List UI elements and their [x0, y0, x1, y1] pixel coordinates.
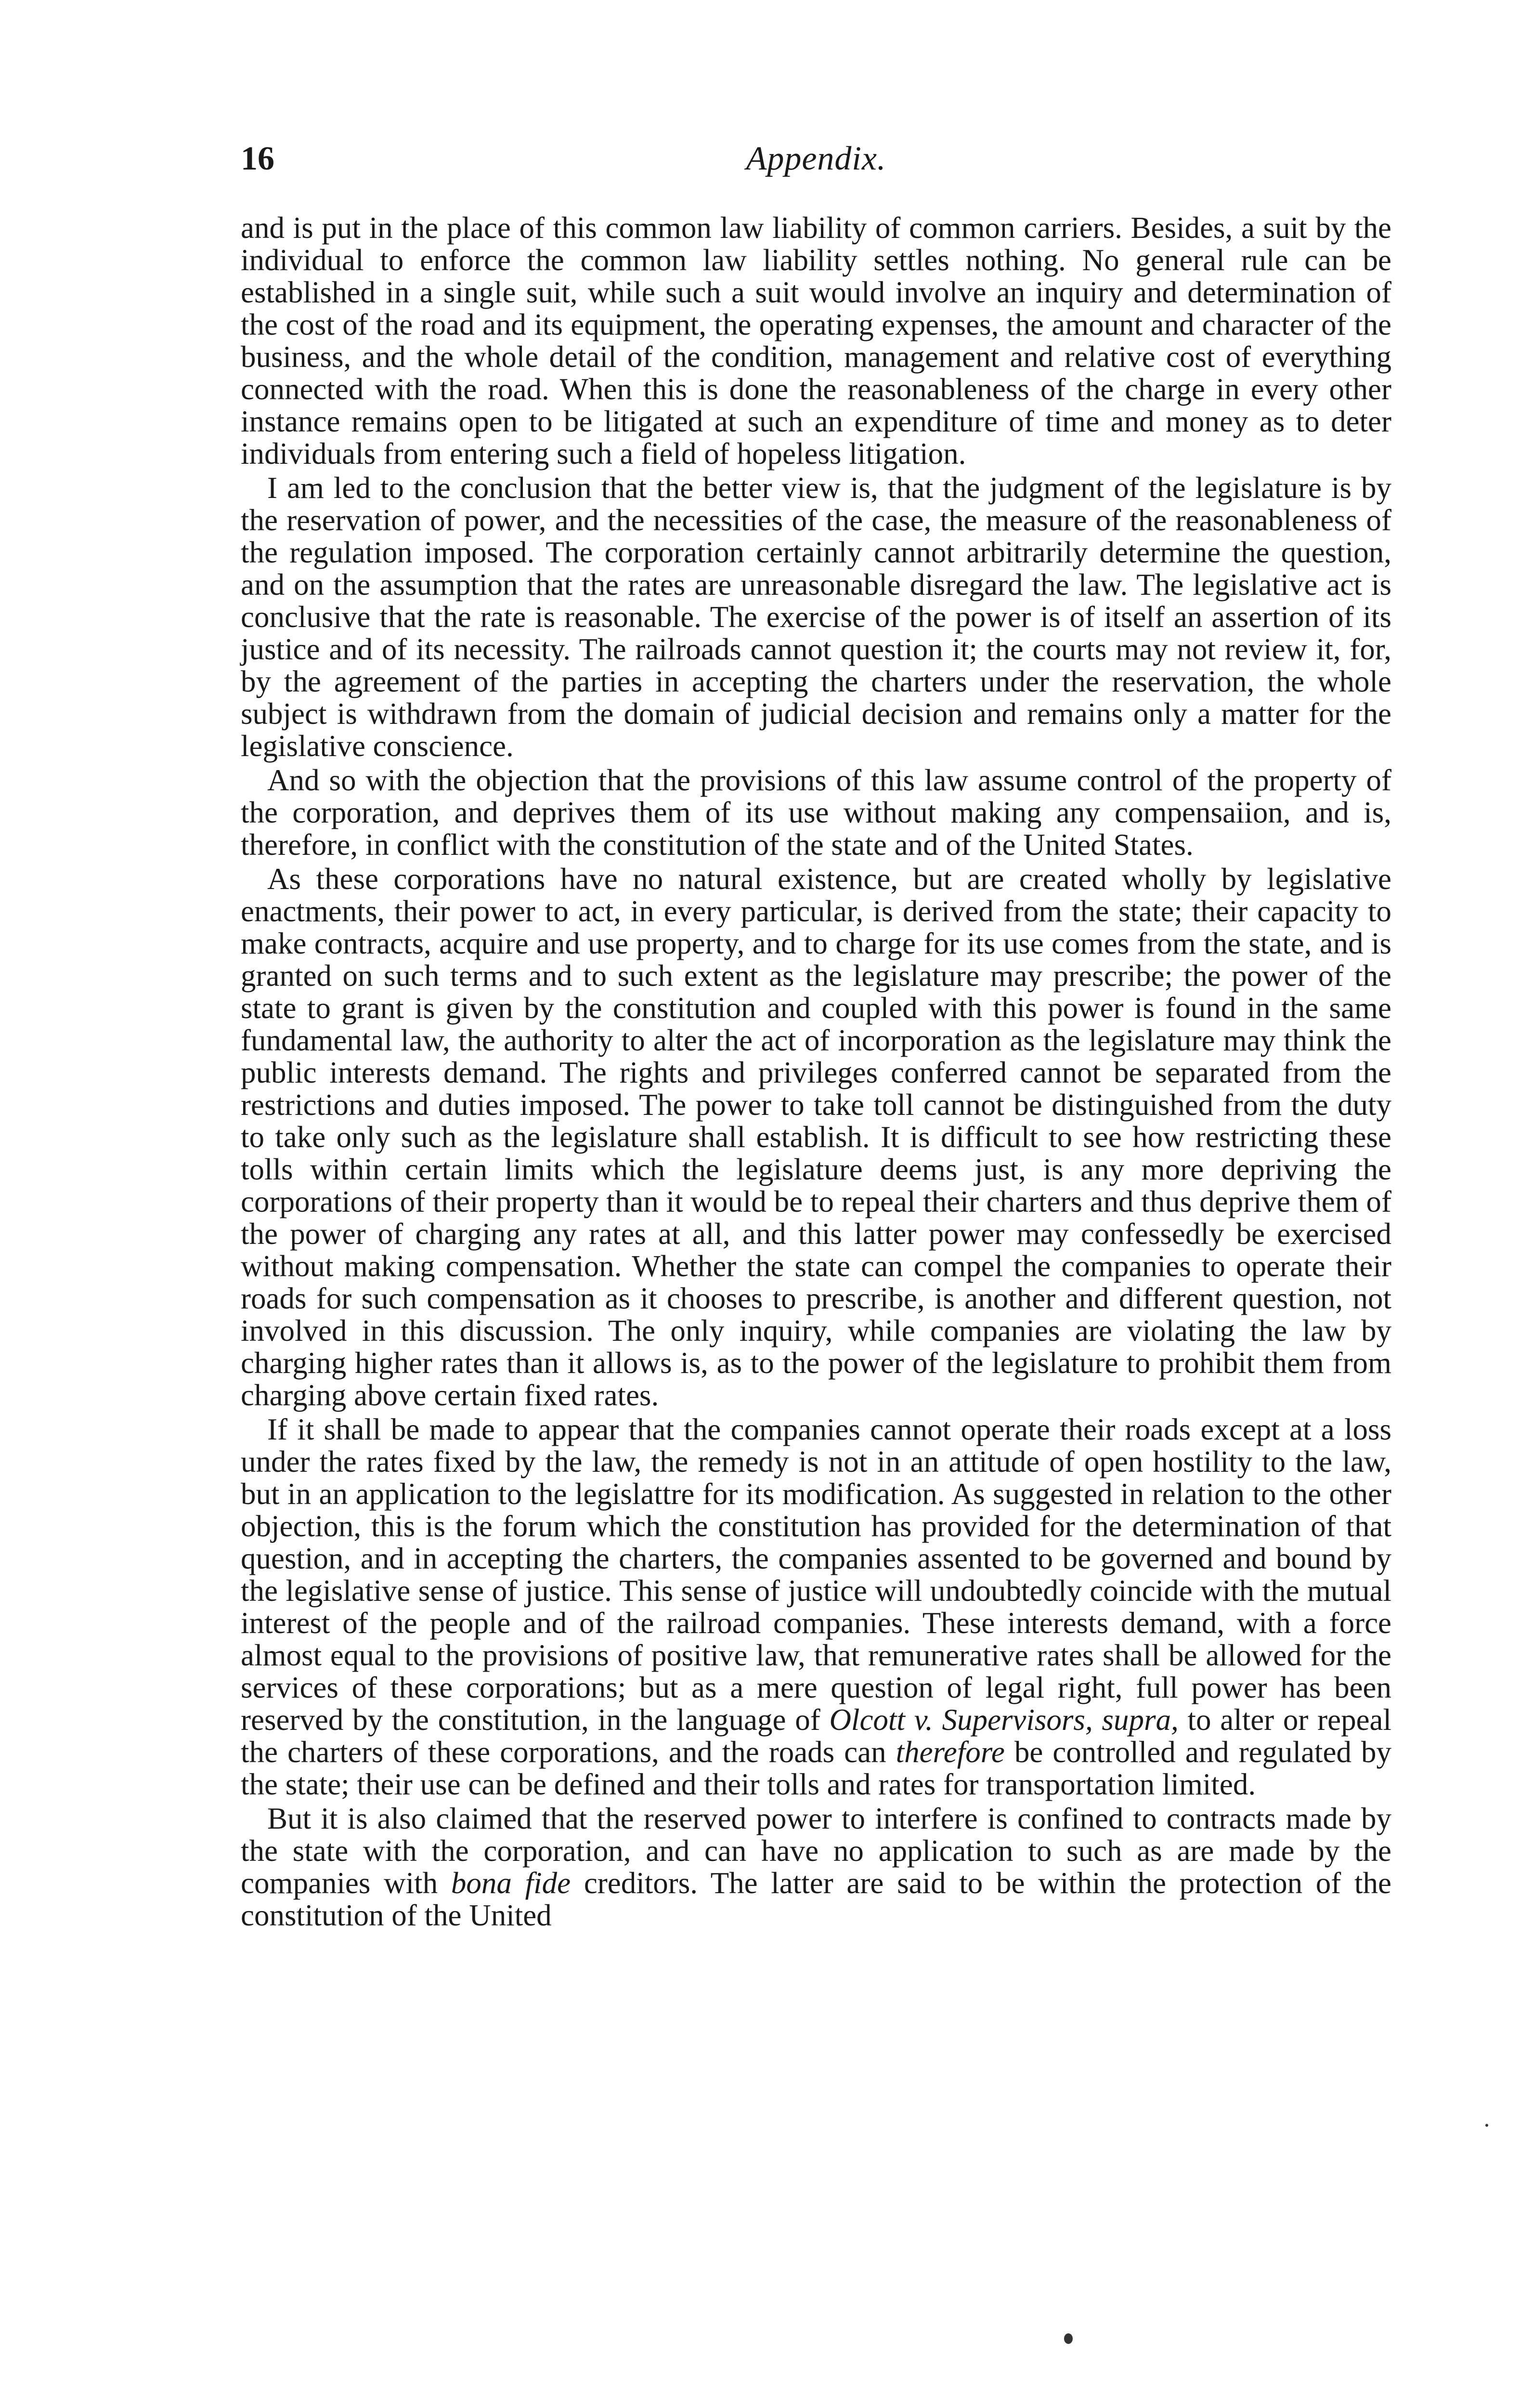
italic-text: Olcott v. Supervisors, supra, — [829, 1703, 1179, 1737]
paragraph-text: If it shall be made to appear that the companies cannot operate their roads except at a loss under the rates fixed by the law, the remedy is not in an attitude of open hostility to the law, but in an application to the legislattre for its modification. As suggested in relation to the other objection, this is the forum which the constitution has provided for the determination of that question, and in accepting the charters, the companies assented to be governed and bound by the legislative sense of justice. This sense of justice will undoubtedly coincide with the mutual interest of the people and of the railroad companies. These interests demand, with a force almost equal to the provisions of positive law, that remunerative rates shall be allowed for the services of these corporations; but as a mere question of legal right, full power has been reserved by the constitution, in the language of — [241, 1413, 1391, 1737]
body-text — [241, 212, 1391, 1932]
paragraph-text: And so with the objection that the provisions of this law assume control of the property of the corporation, and deprives them of its use without making any compensaiion, and is, therefore, in conflict with the constitution of the state and of the United States. — [241, 763, 1391, 862]
paragraph-text: I am led to the conclusion that the better view is, that the judgment of the legislature is by the reservation of power, and the necessities of the case, the measure of the reasonableness of the regulation imposed. The corporation certainly cannot arbitrarily determine the question, and on the assumption that the rates are unreasonable disregard the law. The legislative act is conclusive that the rate is reasonable. The exercise of the power is of itself an assertion of its justice and of its necessity. The railroads cannot question it; the courts may not review it, for, by the agreement of the parties in accepting the charters under the reservation, the whole subject is withdrawn from the domain of judicial decision and remains only a matter for the legislative conscience. — [241, 471, 1391, 763]
paragraph-p2 — [241, 472, 1391, 762]
section-title: Appendix. — [746, 140, 886, 177]
italic-text: therefore — [896, 1735, 1005, 1769]
running-head — [241, 140, 1391, 193]
italic-text: bona fide — [451, 1866, 571, 1900]
paragraph-p5 — [241, 1413, 1391, 1801]
paragraph-text: But it is also claimed that the reserved power to interfere is confined to contracts made by the state with the corporation, and can have no application to such as are made by the companies with — [241, 1802, 1391, 1900]
paragraph-p4 — [241, 863, 1391, 1412]
paragraph-p1 — [241, 212, 1391, 470]
paragraph-text: to alter or repeal the charters of these corporations, and the roads can — [241, 1703, 1392, 1769]
paragraph-text: and is put in the place of this common law liability of common carriers. Besides, a suit by the individual to enforce the common law liability settles nothing. No general rule can be established in a single suit, while such a suit would involve an inquiry and determination of the cost of the road and its equipment, the operating expenses, the amount and character of the business, and the whole detail of the condition, management and relative cost of everything connected with the road. When this is done the reasonableness of the charge in every other instance remains open to be litigated at such an expenditure of time and money as to deter individuals from entering such a field of hopeless litigation. — [241, 211, 1391, 471]
paragraph-p6 — [241, 1803, 1391, 1932]
ink-speck — [1064, 2333, 1073, 2344]
paragraph-text: be controlled and regulated by the state; their use can be defined and their tolls and rates for transportation limited. — [241, 1735, 1391, 1801]
paragraph-p3 — [241, 764, 1391, 861]
page-number: 16 — [241, 140, 274, 177]
paragraph-text: creditors. The latter are said to be within the protection of the constitution of the United — [241, 1866, 1391, 1932]
ink-speck — [1485, 2124, 1488, 2127]
paragraph-text: As these corporations have no natural existence, but are created wholly by legislative enactments, their power to act, in every particular, is derived from the state; their capacity to make contracts, acquire and use property, and to charge for its use comes from the state, and is granted on such terms and to such extent as the legislature may prescribe; the power of the state to grant is given by the constitution and coupled with this power is found in the same fundamental law, the authority to alter the act of incorporation as the legislature may think the public interests demand. The rights and privileges conferred cannot be separated from the restrictions and duties imposed. The power to take toll cannot be distinguished from the duty to take only such as the legislature shall establish. It is difficult to see how restricting these tolls within certain limits which the legislature deems just, is any more depriving the corporations of their property than it would be to repeal their charters and thus deprive them of the power of charging any rates at all, and this latter power may confessedly be exercised without making compensation. Whether the state can compel the companies to operate their roads for such compensation as it chooses to prescribe, is another and different question, not involved in this discussion. The only inquiry, while companies are violating the law by charging higher rates than it allows is, as to the power of the legislature to prohibit them from charging above certain fixed rates. — [241, 862, 1391, 1412]
